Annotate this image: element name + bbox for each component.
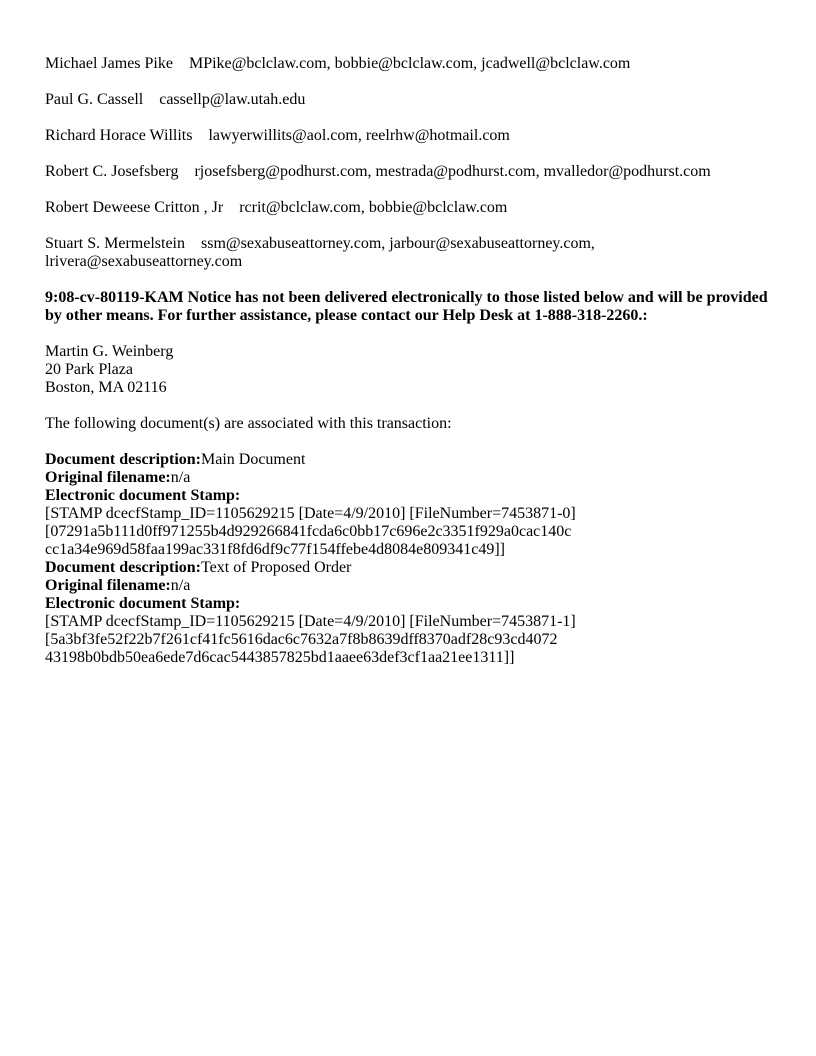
- associated-documents-intro: The following document(s) are associated with this transaction:: [45, 415, 452, 432]
- filename-value: n/a: [170, 469, 191, 486]
- stamp-line: 43198b0bdb50ea6ede7d6cac5443857825bd1aaee63def3cf1aa21ee1311]]: [45, 649, 515, 666]
- recipient-name: Richard Horace Willits: [45, 127, 193, 144]
- recipient-emails: lawyerwillits@aol.com, reelrhw@hotmail.com: [208, 127, 510, 144]
- filename-label: Original filename:: [45, 577, 171, 594]
- document-entry: [45, 451, 775, 559]
- recipient-entry: [45, 55, 775, 73]
- filename-value: n/a: [170, 577, 191, 594]
- stamp-line: [STAMP dcecfStamp_ID=1105629215 [Date=4/9/2010] [FileNumber=7453871-1]: [45, 613, 576, 630]
- stamp-line: [5a3bf3fe52f22b7f261cf41fc5616dac6c7632a7f8b8639dff8370adf28c93cd4072: [45, 631, 558, 648]
- stamp-label: Electronic document Stamp:: [45, 487, 241, 504]
- address-street: 20 Park Plaza: [45, 361, 133, 378]
- description-value: Text of Proposed Order: [200, 559, 352, 576]
- stamp-line: [STAMP dcecfStamp_ID=1105629215 [Date=4/9/2010] [FileNumber=7453871-0]: [45, 505, 576, 522]
- recipient-entry: [45, 235, 775, 271]
- recipient-emails: rcrit@bclclaw.com, bobbie@bclclaw.com: [239, 199, 508, 216]
- stamp-line: [07291a5b111d0ff971255b4d929266841fcda6c0bb17c696e2c3351f929a0cac140c: [45, 523, 572, 540]
- recipient-entry: [45, 199, 775, 217]
- document-page: [45, 55, 775, 667]
- stamp-label: Electronic document Stamp:: [45, 595, 241, 612]
- stamp-line: cc1a34e969d58faa199ac331f8fd6df9c77f154ffebe4d8084e809341c49]]: [45, 541, 505, 558]
- recipient-emails: cassellp@law.utah.edu: [159, 91, 306, 108]
- recipient-emails: rjosefsberg@podhurst.com, mestrada@podhurst.com, mvalledor@podhurst.com: [194, 163, 711, 180]
- address-city: Boston, MA 02116: [45, 379, 167, 396]
- address-name: Martin G. Weinberg: [45, 343, 174, 360]
- recipient-emails: MPike@bclclaw.com, bobbie@bclclaw.com, jcadwell@bclclaw.com: [188, 55, 631, 72]
- recipient-name: Robert C. Josefsberg: [45, 163, 179, 180]
- recipient-entry: [45, 91, 775, 109]
- recipient-entry: [45, 127, 775, 145]
- recipient-entry: [45, 163, 775, 181]
- mailing-address: [45, 343, 775, 397]
- recipient-emails: ssm@sexabuseattorney.com, jarbour@sexabuseattorney.com, lrivera@sexabuseattorney.com: [45, 235, 595, 270]
- recipient-name: Michael James Pike: [45, 55, 173, 72]
- recipient-name: Robert Deweese Critton , Jr: [45, 199, 224, 216]
- description-label: Document description:: [45, 451, 201, 468]
- document-list: [45, 451, 775, 667]
- recipient-name: Paul G. Cassell: [45, 91, 144, 108]
- recipient-name: Stuart S. Mermelstein: [45, 235, 185, 252]
- description-label: Document description:: [45, 559, 201, 576]
- document-entry: [45, 559, 775, 667]
- description-value: Main Document: [200, 451, 306, 468]
- non-electronic-notice: 9:08-cv-80119-KAM Notice has not been delivered electronically to those listed below and will be provided by other means. For further assistance, please contact our Help Desk at 1-888-318-2260.:: [45, 289, 768, 324]
- filename-label: Original filename:: [45, 469, 171, 486]
